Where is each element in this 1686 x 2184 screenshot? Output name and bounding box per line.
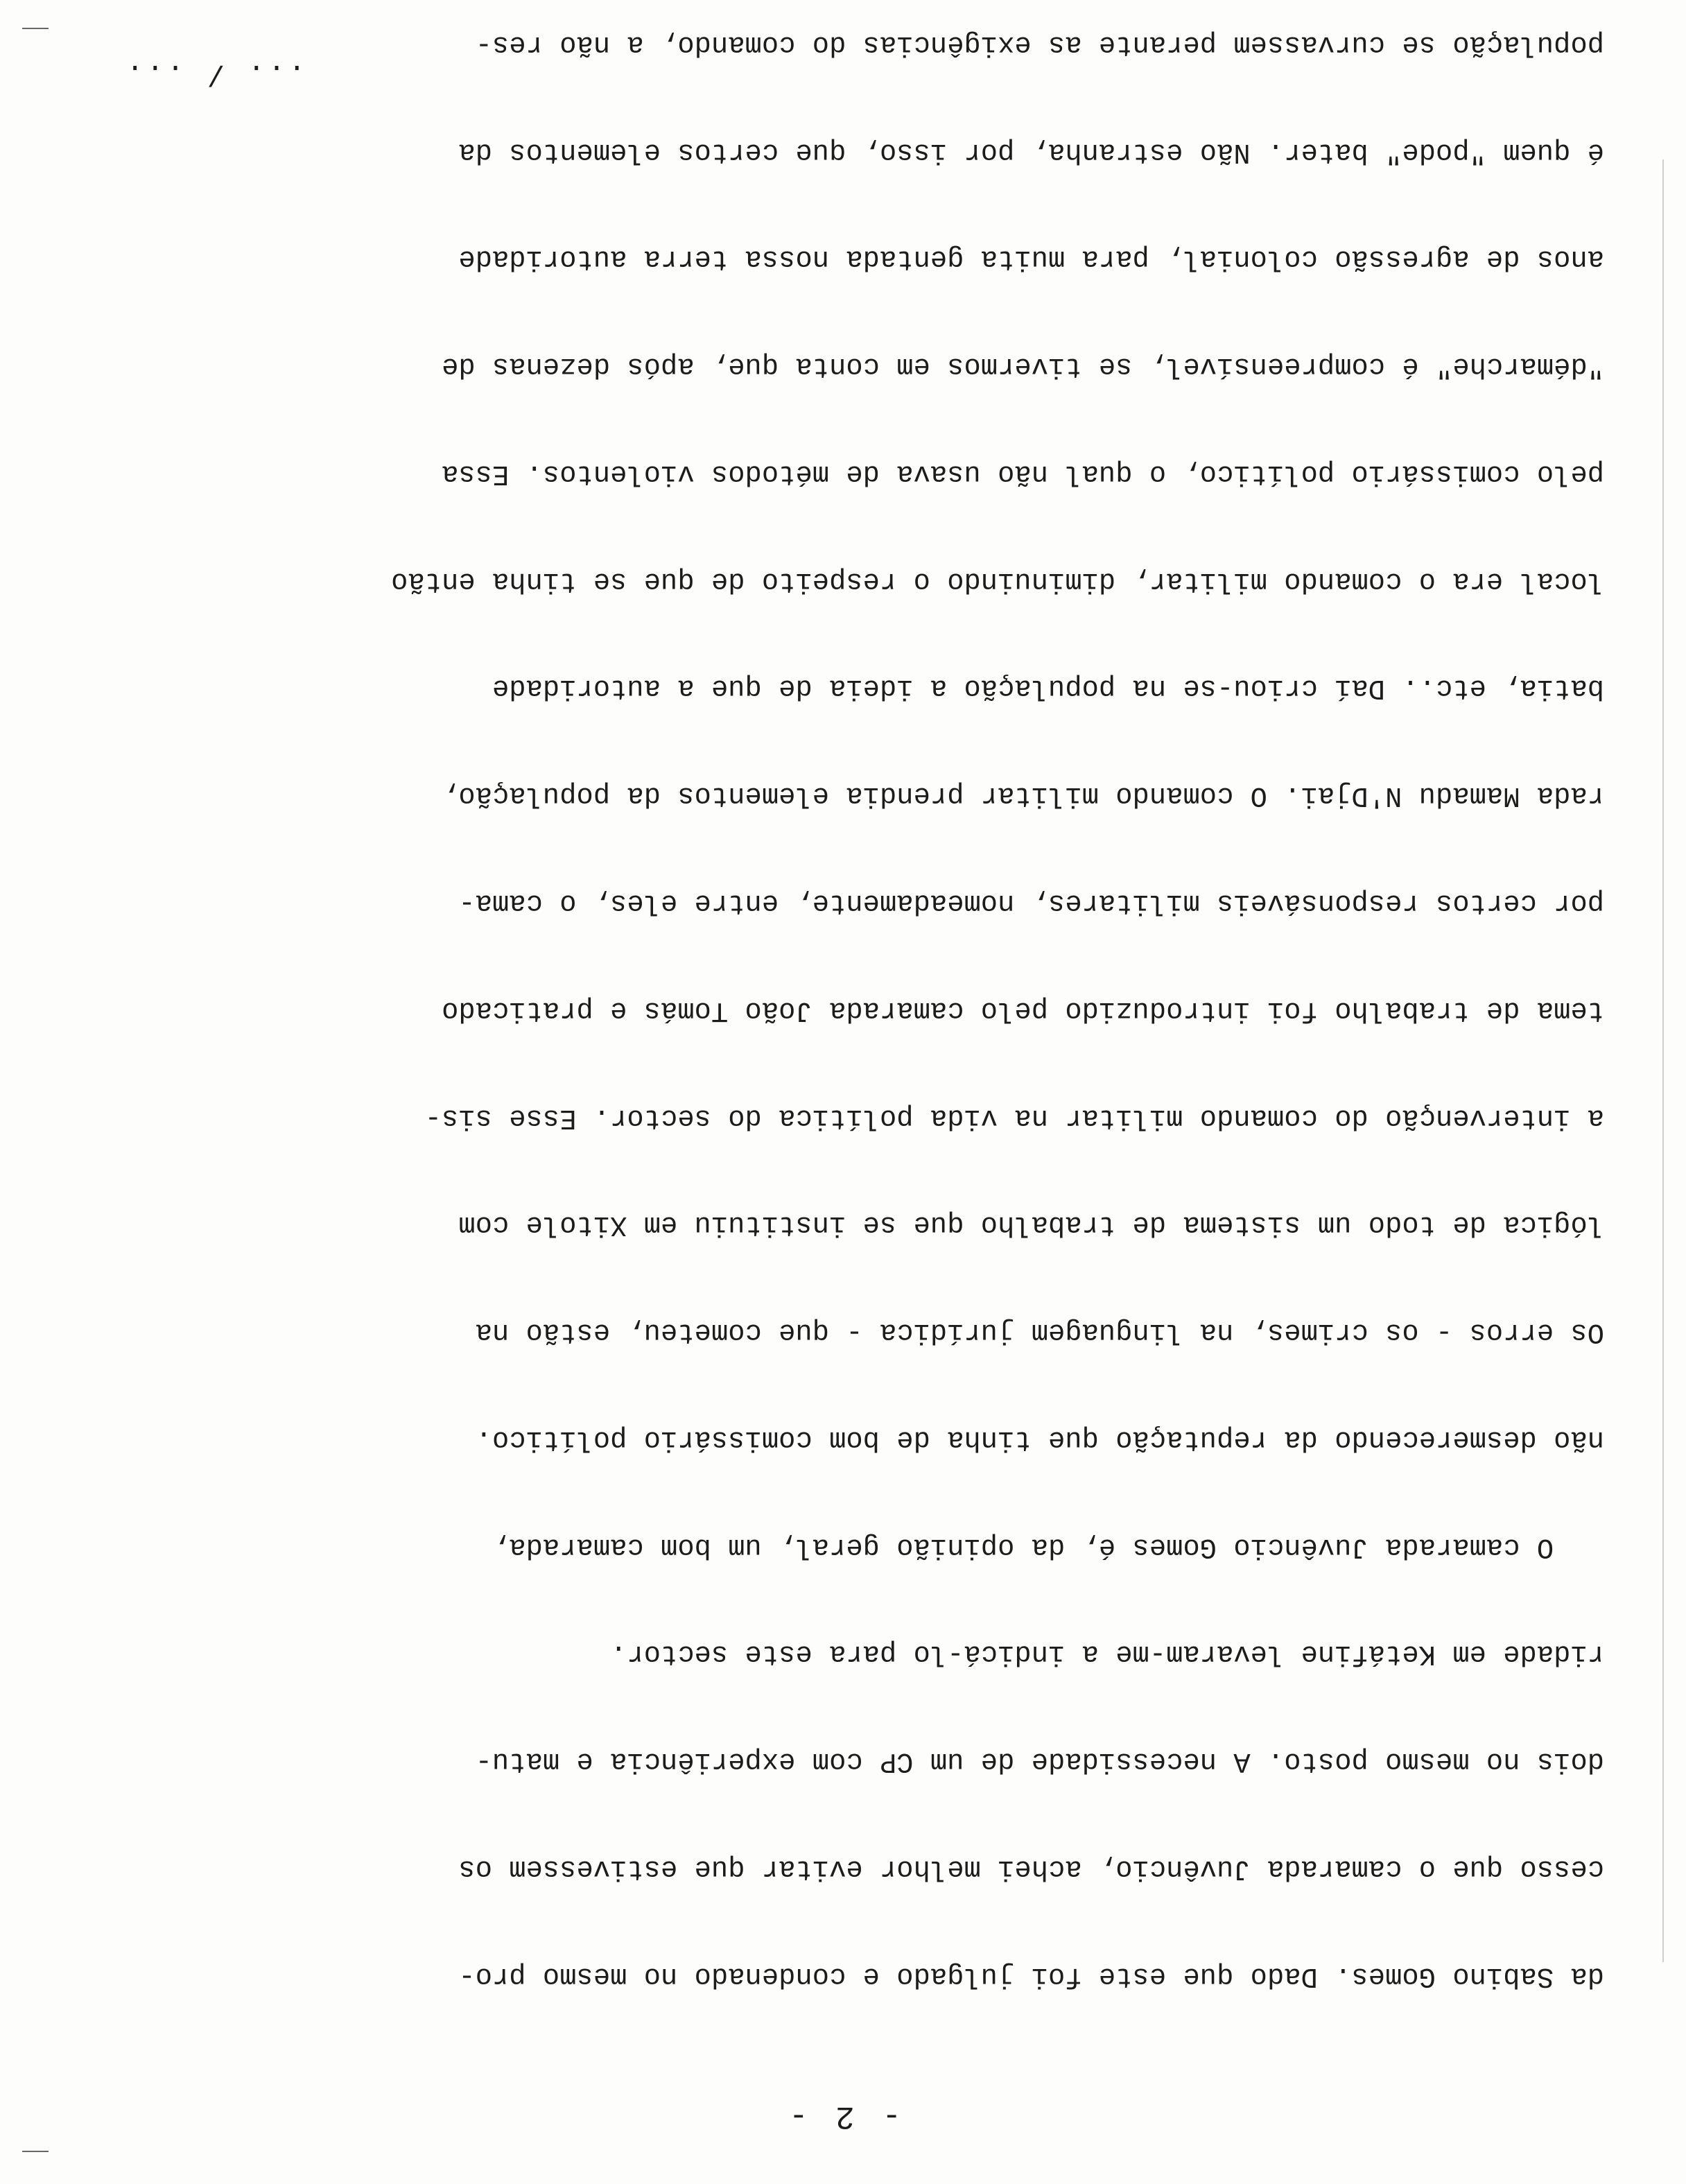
continuation-marker: ... / ... — [123, 57, 306, 90]
text-line: O camarada Juvêncio Gomes é, da opinião geral, um bom camarada, — [492, 1530, 1604, 1563]
text-line: Os erros - os crimes, na linguagem jurídica - que cometeu, estão na — [475, 1316, 1604, 1349]
text-line: anos de agressão colonial, para muita gentada nossa terra autoridade — [458, 243, 1604, 275]
margin-mark — [22, 28, 49, 29]
text-line: pelo comissário político, o qual não usava de métodos violentos. Essa — [442, 457, 1604, 489]
text-line: população se curvassem perante as exigências do comando, a não res- — [475, 28, 1604, 60]
text-line: da Sabino Gomes. Dado que este foi julgado e condenado no mesmo pro- — [458, 1959, 1604, 1992]
text-line: local era o comando militar, diminuindo o respeito de que se tinha então — [391, 564, 1604, 597]
text-line: "démarche" é compreensível, se tivermos em conta que, após dezenas de — [442, 350, 1604, 383]
text-line: batia, etc.. Daí criou-se na população a ideia de que a autoridade — [492, 672, 1604, 704]
text-line: ridade em Ketáfine levaram-me a indicá-lo para este sector. — [610, 1638, 1604, 1670]
text-line: cesso que o camarada Juvêncio, achei melhor evitar que estivessem os — [458, 1853, 1604, 1885]
page-number: - 2 - — [784, 2098, 902, 2134]
text-line: por certos responsáveis militares, nomeadamente, entre eles, o cama- — [458, 887, 1604, 919]
text-line: não desmerecendo da reputação que tinha de bom comissário político. — [475, 1423, 1604, 1455]
text-line: é quem "pode" bater. Não estranha, por isso, que certos elementos da — [458, 135, 1604, 168]
text-line: dois no mesmo posto. A necessidade de um CP com experiência e matu- — [475, 1745, 1604, 1778]
text-line: rada Mamadu N'Djai. O comando militar prendia elementos da população, — [442, 779, 1604, 812]
margin-mark — [22, 2151, 49, 2152]
text-line: lógica de todo um sistema de trabalho que se instituiu em Xitole com — [458, 1208, 1604, 1241]
text-line: a intervenção do comando militar na vida política do sector. Esse sis- — [424, 1101, 1604, 1134]
text-line: tema de trabalho foi introduzido pelo camarada João Tomás e praticado — [442, 994, 1604, 1026]
body-text — [79, 0, 1604, 2065]
paper-edge-shadow — [1662, 159, 1664, 1962]
